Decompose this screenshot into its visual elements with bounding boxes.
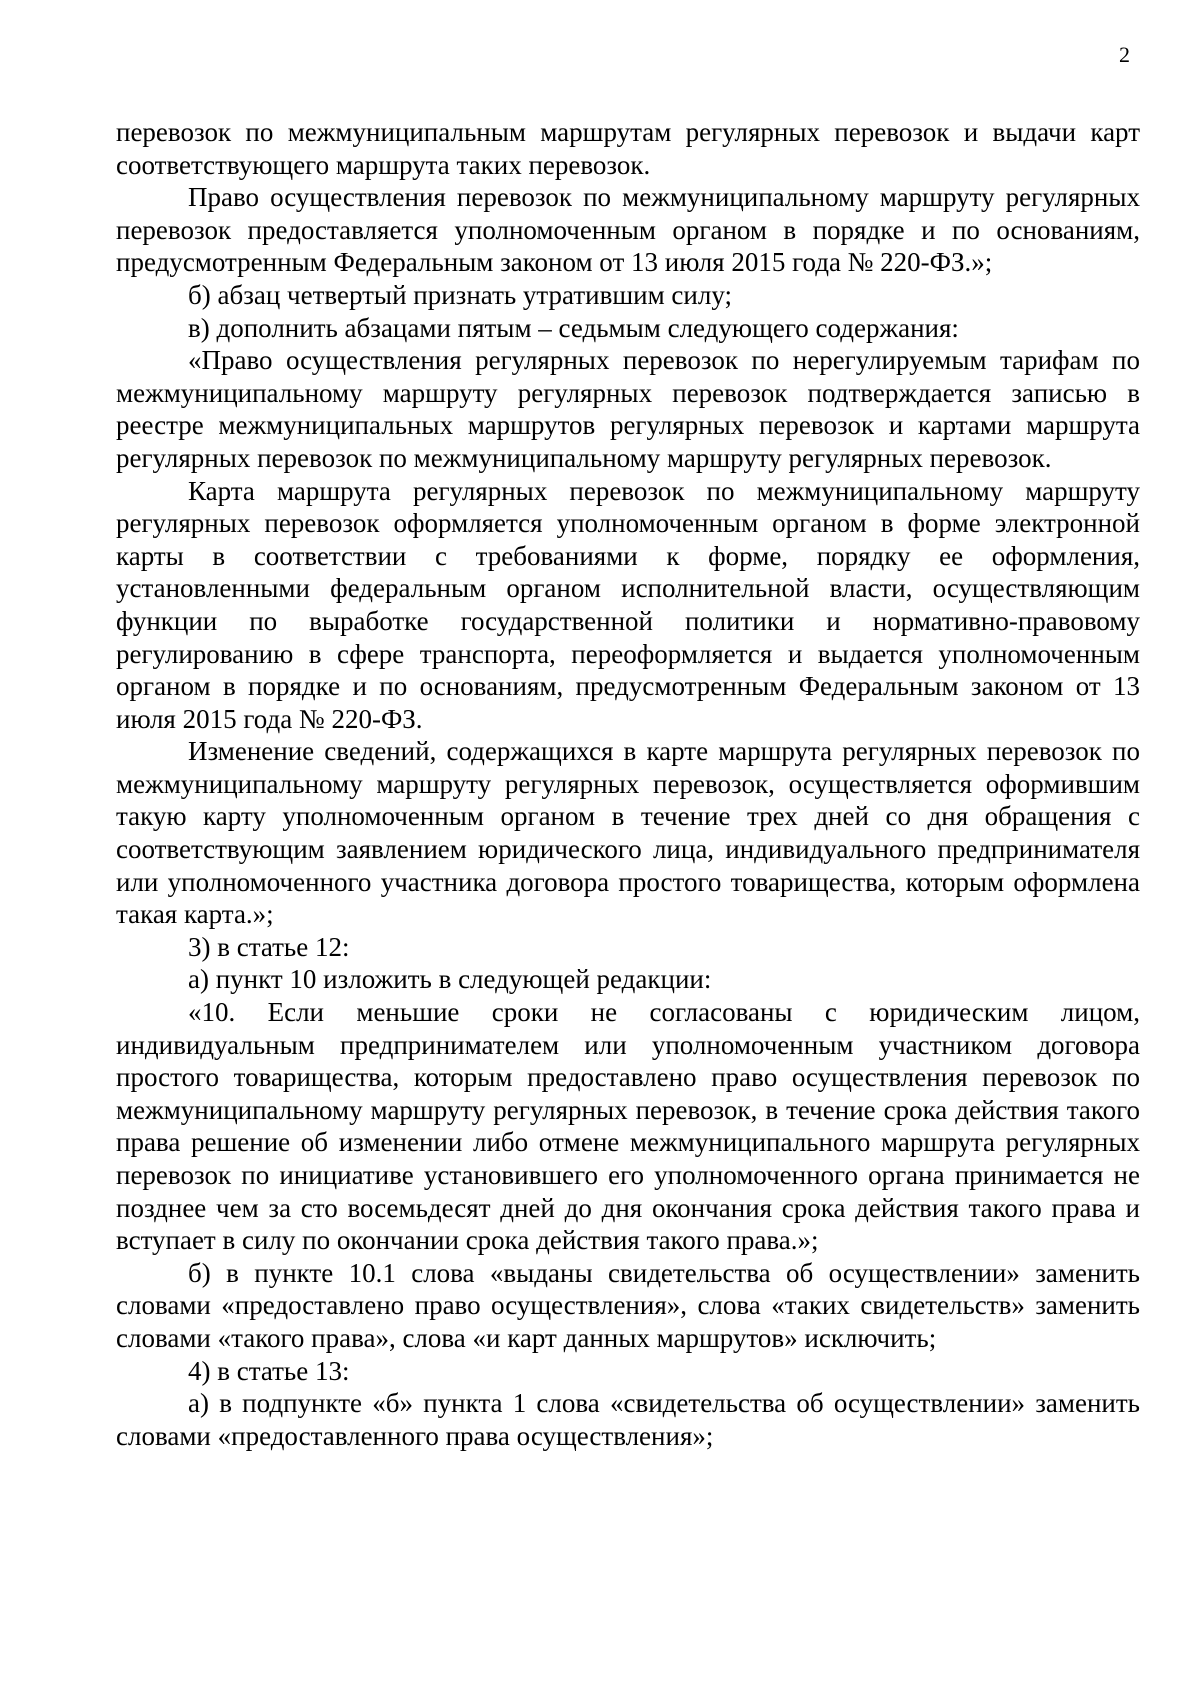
paragraph: а) в подпункте «б» пункта 1 слова «свидетельства об осуществлении» заменить словами «предоставленного права осуществления»; [116, 1388, 1140, 1451]
paragraph: «10. Если меньшие сроки не согласованы с юридическим лицом, индивидуальным предпринимателем или уполномоченным участником договора простого товарищества, которым предоставлено право осуществления перевозок по межмуниципальному маршруту регулярных перевозок, в течение срока действия такого права решение об изменении либо отмене межмуниципального маршрута регулярных перевозок по инициативе установившего его уполномоченного органа принимается не позднее чем за сто восемьдесят дней до дня окончания срока действия такого права и вступает в силу по окончании срока действия такого права.»; [116, 997, 1140, 1256]
paragraph: Изменение сведений, содержащихся в карте маршрута регулярных перевозок по межмуниципальному маршруту регулярных перевозок, осуществляется оформившим такую карту уполномоченным органом в течение трех дней со дня обращения с соответствующим заявлением юридического лица, индивидуального предпринимателя или уполномоченного участника договора простого товарищества, которым оформлена такая карта.»; [116, 736, 1140, 930]
paragraph: Право осуществления перевозок по межмуниципальному маршруту регулярных перевозок предоставляется уполномоченным органом в порядке и по основаниям, предусмотренным Федеральным законом от 13 июля 2015 года № 220-ФЗ.»; [116, 182, 1140, 278]
paragraph: в) дополнить абзацами пятым – седьмым следующего содержания: [188, 312, 959, 343]
page-number: 2 [1119, 42, 1130, 67]
paragraph: б) абзац четвертый признать утратившим силу; [188, 279, 732, 310]
paragraph: 3) в статье 12: [188, 931, 350, 962]
paragraph: 4) в статье 13: [188, 1355, 350, 1386]
paragraph: «Право осуществления регулярных перевозок по нерегулируемым тарифам по межмуниципальному маршруту регулярных перевозок подтверждается записью в реестре межмуниципальных маршрутов регулярных перевозок и картами маршрута регулярных перевозок по межмуниципальному маршруту регулярных перевозок. [116, 345, 1140, 473]
document-body [116, 116, 1140, 1452]
paragraph: перевозок по межмуниципальным маршрутам регулярных перевозок и выдачи карт соответствующего маршрута таких перевозок. [116, 117, 1140, 180]
paragraph: а) пункт 10 изложить в следующей редакции: [188, 964, 712, 995]
paragraph: Карта маршрута регулярных перевозок по межмуниципальному маршруту регулярных перевозок оформляется уполномоченным органом в форме электронной карты в соответствии с требованиями к форме, порядку ее оформления, установленными федеральным органом исполнительной власти, осуществляющим функции по выработке государственной политики и нормативно-правовому регулированию в сфере транспорта, переоформляется и выдается уполномоченным органом в порядке и по основаниям, предусмотренным Федеральным законом от 13 июля 2015 года № 220-ФЗ. [116, 475, 1140, 734]
paragraph: б) в пункте 10.1 слова «выданы свидетельства об осуществлении» заменить словами «предоставлено право осуществления», слова «таких свидетельств» заменить словами «такого права», слова «и карт данных маршрутов» исключить; [116, 1257, 1140, 1353]
